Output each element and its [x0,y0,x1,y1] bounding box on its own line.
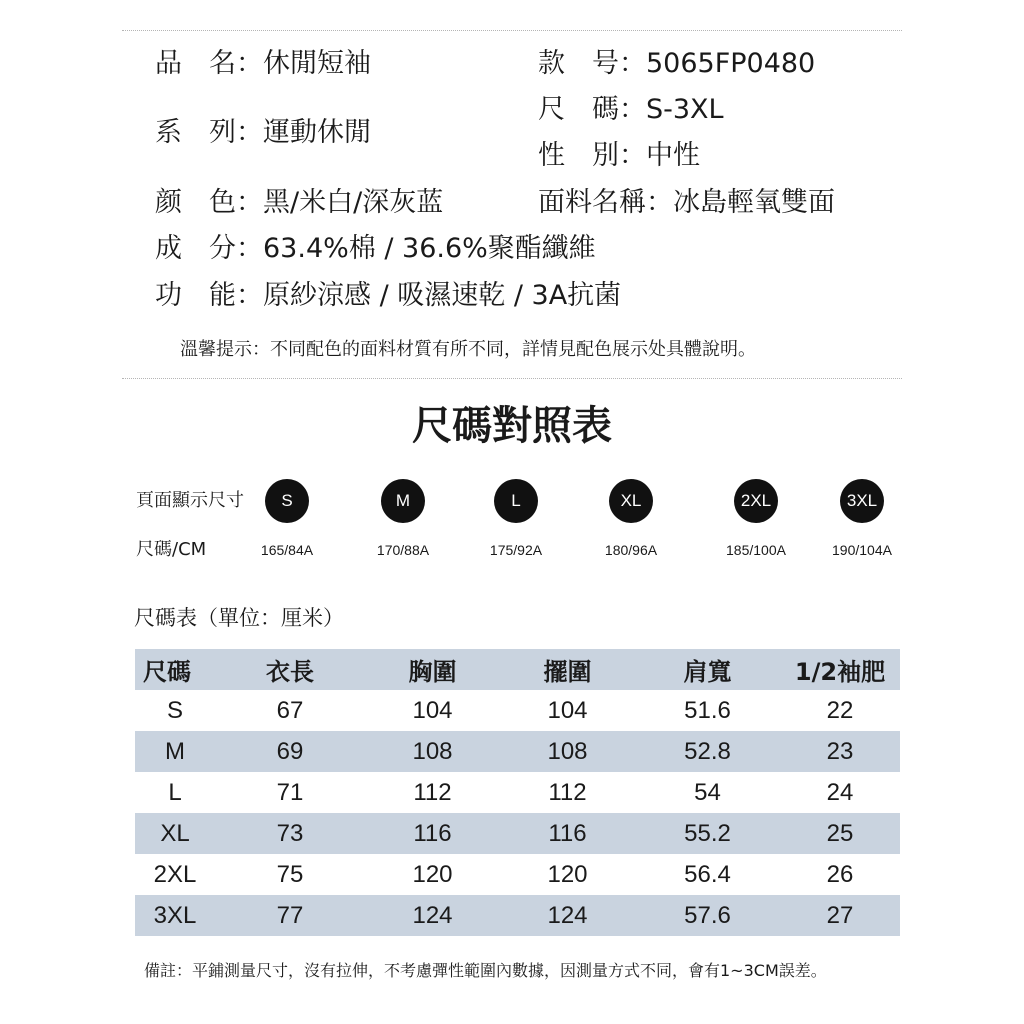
size-chart-title: 尺碼對照表 [412,403,612,449]
table-cell: 120 [547,860,588,888]
spec-label: 面料名稱： [538,187,673,218]
table-cell: 77 [215,895,365,936]
table-cell: 52.8 [635,731,780,772]
table-cell: 116 [500,813,635,854]
table-row [135,731,900,772]
table-cell: 23 [780,731,900,772]
table-cell: 73 [215,813,365,854]
top-divider [122,30,902,31]
table-cell: 27 [780,895,900,936]
table-row [135,772,900,813]
spec-size-range [538,95,724,125]
table-header-row [135,649,900,690]
table-cell: 24 [826,778,854,806]
display-size-label: 頁面顯示尺寸 [136,490,244,511]
size-circle-2xl: 2XL [734,479,778,523]
table-cell: 124 [365,895,500,936]
spec-value: 運動休閒 [263,117,371,148]
spec-value: 黑/米白/深灰蓝 [263,187,444,218]
spec-product-name [155,49,371,79]
table-row [135,854,900,895]
spec-value: 5065FP0480 [646,48,816,79]
spec-style-no [538,49,815,79]
spec-value: 原紗涼感 / 吸濕速乾 / 3A抗菌 [263,280,622,311]
header-shoulder: 肩寬 [635,649,780,690]
spec-function [155,281,621,311]
table-cell: 55.2 [635,813,780,854]
header-chest: 胸圍 [365,649,500,690]
cm-value-l: 175/92A [489,542,543,558]
spec-value: 63.4%棉 / 36.6%聚酯纖維 [263,233,596,264]
table-cell: 2XL [153,860,197,888]
size-table-subtitle: 尺碼表（單位：厘米） [134,606,344,630]
header-sleeve: 1/2袖肥 [780,649,900,690]
table-cell: 124 [500,895,635,936]
table-cell: 54 [694,778,721,806]
spec-label: 款 号： [538,48,646,79]
table-cell: L [168,778,182,806]
spec-value: S-3XL [646,94,724,125]
table-cell: 26 [826,860,854,888]
size-circle-3xl: 3XL [840,479,884,523]
size-circle-l: L [494,479,538,523]
table-row [135,690,900,731]
spec-series [155,118,371,148]
table-cell: 104 [412,696,453,724]
header-length: 衣長 [215,649,365,690]
table-cell: 112 [548,778,587,806]
cm-value-xl: 180/96A [604,542,658,558]
table-cell: M [135,731,215,772]
table-cell: 108 [500,731,635,772]
table-cell: 71 [276,778,304,806]
table-cell: 75 [276,860,304,888]
spec-value: 冰島輕氧雙面 [673,187,835,218]
header-hem: 擺圍 [500,649,635,690]
cm-value-s: 165/84A [260,542,314,558]
table-cell: S [166,696,183,724]
size-circle-s: S [265,479,309,523]
table-cell: 56.4 [684,860,731,888]
cm-label: 尺碼/CM [136,539,207,560]
spec-label: 性 別： [538,140,646,171]
size-circle-m: M [381,479,425,523]
warm-tip: 溫馨提示：不同配色的面料材質有所不同，詳情見配色展示处具體說明。 [180,339,756,360]
table-cell: 25 [780,813,900,854]
size-circle-xl: XL [609,479,653,523]
table-cell: 116 [365,813,500,854]
table-cell: 112 [413,778,452,806]
size-table [135,649,900,936]
cm-value-2xl: 185/100A [726,542,786,558]
table-cell: 120 [412,860,453,888]
spec-value: 中性 [646,140,700,171]
spec-label: 功 能： [155,280,263,311]
spec-color [155,188,443,218]
table-cell: 104 [547,696,588,724]
spec-label: 颜 色： [155,187,263,218]
spec-gender [538,141,700,171]
table-row [135,895,900,936]
table-cell: 67 [276,696,304,724]
measurement-note: 備註：平鋪測量尺寸，沒有拉伸，不考慮彈性範圍內數據，因測量方式不同，會有1~3CM誤差。 [144,961,827,980]
spec-label: 尺 碼： [538,94,646,125]
table-cell: 108 [365,731,500,772]
cm-value-3xl: 190/104A [832,542,892,558]
header-size: 尺碼 [135,649,215,690]
spec-label: 系 列： [155,117,263,148]
table-cell: 3XL [135,895,215,936]
spec-value: 休閒短袖 [263,48,371,79]
table-cell: 57.6 [635,895,780,936]
spec-fabric-name [538,188,835,218]
table-cell: 51.6 [684,696,731,724]
cm-value-m: 170/88A [376,542,430,558]
table-cell: XL [135,813,215,854]
spec-label: 品 名： [155,48,263,79]
table-cell: 69 [215,731,365,772]
table-row [135,813,900,854]
spec-label: 成 分： [155,233,263,264]
spec-composition [155,234,596,264]
table-cell: 22 [826,696,854,724]
middle-divider [122,378,902,379]
